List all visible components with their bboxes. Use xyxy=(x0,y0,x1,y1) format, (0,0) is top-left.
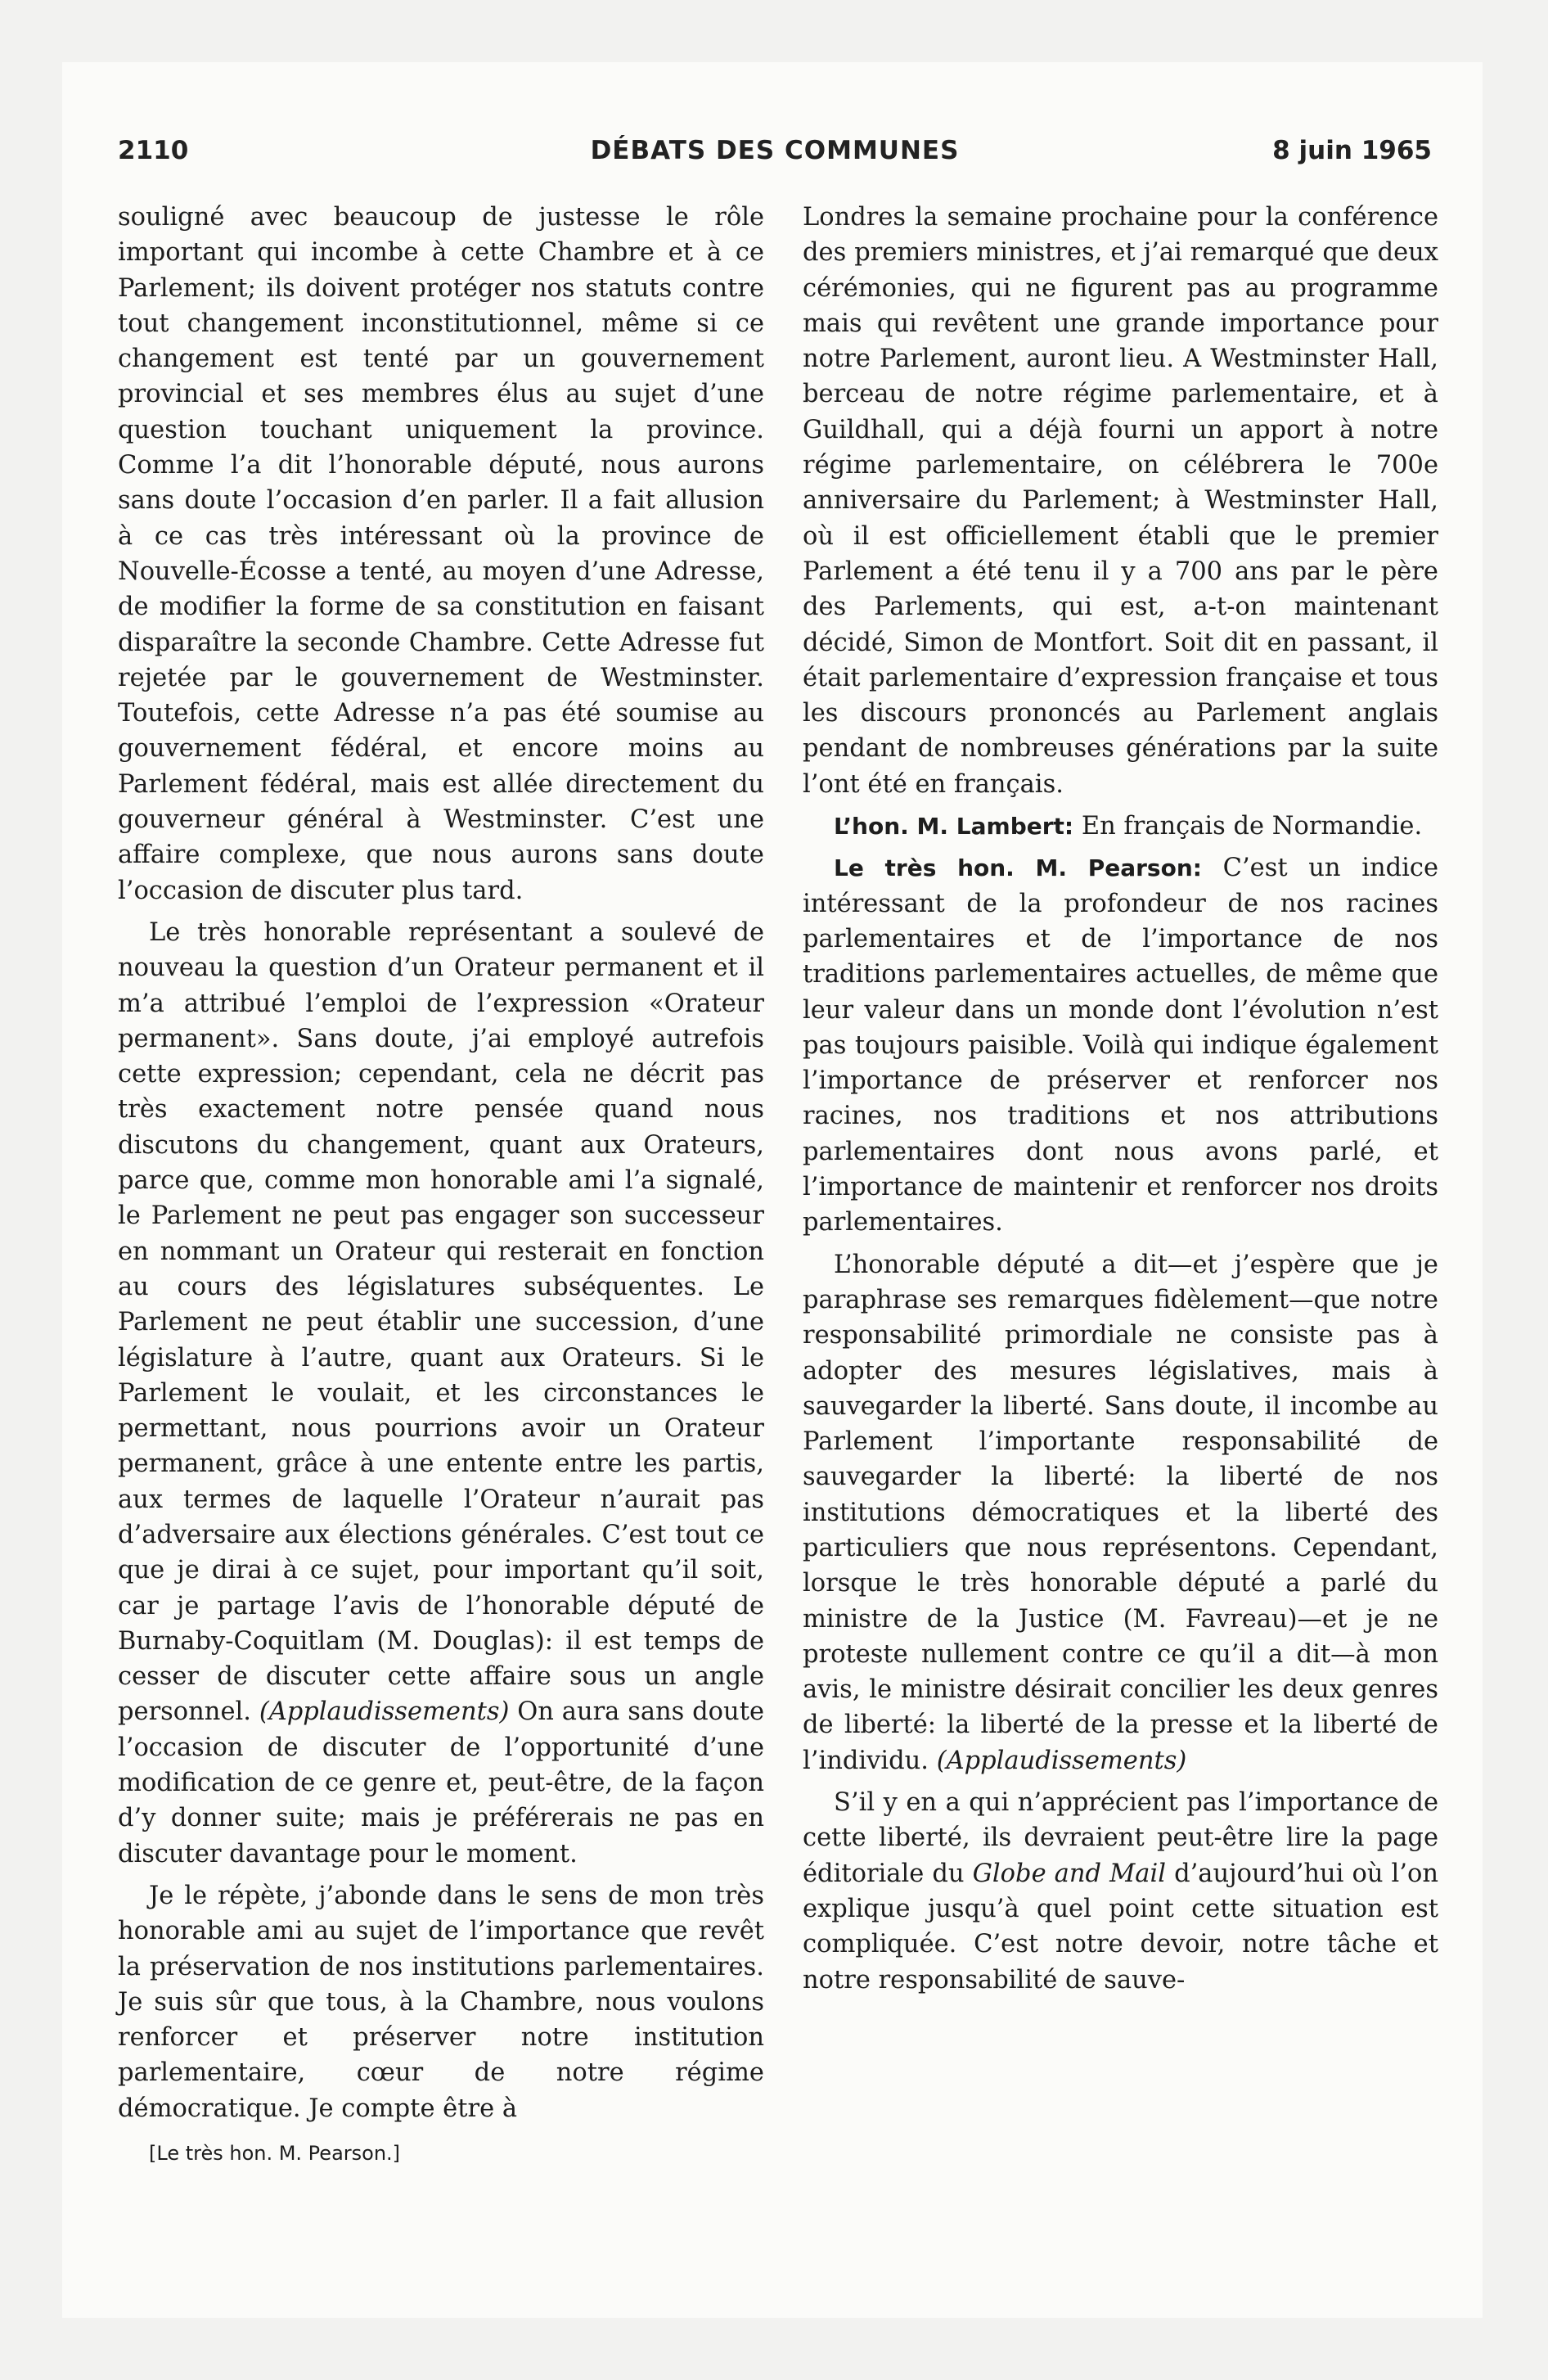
speaker-name: L’hon. M. Lambert: xyxy=(834,813,1074,841)
paragraph-text: Le très honorable représentant a soulevé de nouveau la question d’un Orateur permanent et il m’a attribué l’emploi de l’expression «Orateur permanent». Sans doute, j’ai employé autrefois cette expression; cependant, cela ne décrit pas très exactement notre pensée quand nous discutons du changement, quant aux Orateurs, parce que, comme mon honorable ami l’a signalé, le Parlement ne peut pas engager son successeur en nommant un Orateur qui resterait en fonction au cours des législatures subséquentes. Le Parlement ne peut établir une succession, d’une législature à l’autre, quant aux Orateurs. Si le Parlement le voulait, et les circonstances le permettant, nous pourrions avoir un Orateur permanent, grâce à une entente entre les partis, aux termes de laquelle l’Orateur n’aurait pas d’adversaire aux élections générales. C’est tout ce que je dirai à ce sujet, pour important qu’il soit, car je partage l’avis de l’honorable député de Burnaby-Coquitlam (M. Douglas): il est temps de cesser de discuter cette affaire sous un angle personnel. xyxy=(118,917,764,1727)
paragraph: souligné avec beaucoup de justesse le rôle important qui incombe à cette Chambre et à ce Parlement; ils doivent protéger nos statuts contre tout changement inconstitutionnel, même si ce changement est tenté par un gouvernement provincial et ses membres élus au sujet d’une question touchant uniquement la province. Comme l’a dit l’honorable député, nous aurons sans doute l’occasion d’en parler. Il a fait allusion à ce cas très intéressant où la province de Nouvelle-Écosse a tenté, au moyen d’une Adresse, de modifier la forme de sa constitution en faisant disparaître la seconde Chambre. Cette Adresse fut rejetée par le gouvernement de Westminster. Toutefois, cette Adresse n’a pas été soumise au gouvernement fédéral, et encore moins au Parlement fédéral, mais est allée directement du gouverneur général à Westminster. C’est une affaire complexe, que nous aurons sans doute l’occasion de discuter plus tard. xyxy=(118,203,764,905)
hansard-page xyxy=(62,62,1483,2318)
page-number: 2110 xyxy=(118,136,189,165)
paragraph-text: S’il y en a qui n’apprécient pas l’importance de cette liberté, ils devraient peut-être lire la page éditoriale du xyxy=(803,1788,1438,1888)
paragraph-text: d’aujourd’hui où l’on explique jusqu’à quel point cette situation est compliquée. C’est notre devoir, notre tâche et notre responsabilité de sauve- xyxy=(803,1859,1438,1995)
paragraph xyxy=(118,915,764,1872)
speech-text: En français de Normandie. xyxy=(1081,812,1423,841)
paragraph: Je le répète, j’abonde dans le sens de mon très honorable ami au sujet de l’importance que revêt la préservation de nos institutions parlementaires. Je suis sûr que tous, à la Chambre, nous voulons renforcer et préserver notre institution parlementaire, cœur de notre régime démocratique. Je compte être à xyxy=(118,1881,764,2123)
right-column xyxy=(803,200,1438,2004)
applause-note: (Applaudissements) xyxy=(259,1697,510,1727)
paragraph-text: On aura sans doute l’occasion de discuter de l’opportunité d’une modification de ce genre et, peut-être, de la façon d’y donner suite; mais je préférerais ne pas en discuter davantage pour le moment. xyxy=(118,1697,764,1868)
publication-title: DÉBATS DES COMMUNES xyxy=(590,136,960,165)
page-header xyxy=(118,136,1432,185)
issue-date: 8 juin 1965 xyxy=(1272,136,1432,165)
speech-entry xyxy=(803,850,1438,1240)
newspaper-title: Globe and Mail xyxy=(972,1859,1167,1888)
applause-note: (Applaudissements) xyxy=(936,1746,1187,1775)
speech-entry xyxy=(803,809,1438,844)
speaker-attribution: [Le très hon. M. Pearson.] xyxy=(149,2142,401,2166)
paragraph xyxy=(803,1785,1438,1998)
paragraph: Londres la semaine prochaine pour la conférence des premiers ministres, et j’ai remarqué que deux cérémonies, qui ne figurent pas au programme mais qui revêtent une grande importance pour notre Parlement, auront lieu. A Westminster Hall, berceau de notre régime parlementaire, et à Guildhall, qui a déjà fourni un apport à notre régime parlementaire, on célébrera le 700e anniversaire du Parlement; à Westminster Hall, où il est officiellement établi que le premier Parlement a été tenu il y a 700 ans par le père des Parlements, qui est, a-t-on maintenant décidé, Simon de Montfort. Soit dit en passant, il était parlementaire d’expression française et tous les discours prononcés au Parlement anglais pendant de nombreuses générations par la suite l’ont été en français. xyxy=(803,203,1438,799)
speech-text: C’est un indice intéressant de la profondeur de nos racines parlementaires et de l’importance de nos traditions parlementaires actuelles, de même que leur valeur dans un monde dont l’évolution n’est pas toujours paisible. Voilà qui indique également l’importance de préserver et renforcer nos racines, nos traditions et nos attributions parlementaires dont nous avons parlé, et l’importance de maintenir et renforcer nos droits parlementaires. xyxy=(803,854,1438,1237)
paragraph xyxy=(803,1247,1438,1778)
paragraph-text: L’honorable député a dit—et j’espère que je paraphrase ses remarques fidèlement—que notre responsabilité primordiale ne consiste pas à adopter des mesures législatives, mais à sauvegarder la liberté. Sans doute, il incombe au Parlement l’importante responsabilité de sauvegarder la liberté: la liberté de nos institutions démocratiques et la liberté des particuliers que nous représentons. Cependant, lorsque le très honorable député a parlé du ministre de la Justice (M. Favreau)—et je ne proteste nullement contre ce qu’il a dit—à mon avis, le ministre désirait concilier les deux genres de liberté: la liberté de la presse et la liberté de l’individu. xyxy=(803,1250,1438,1775)
left-column xyxy=(118,200,764,2171)
speaker-name: Le très hon. M. Pearson: xyxy=(834,854,1202,882)
